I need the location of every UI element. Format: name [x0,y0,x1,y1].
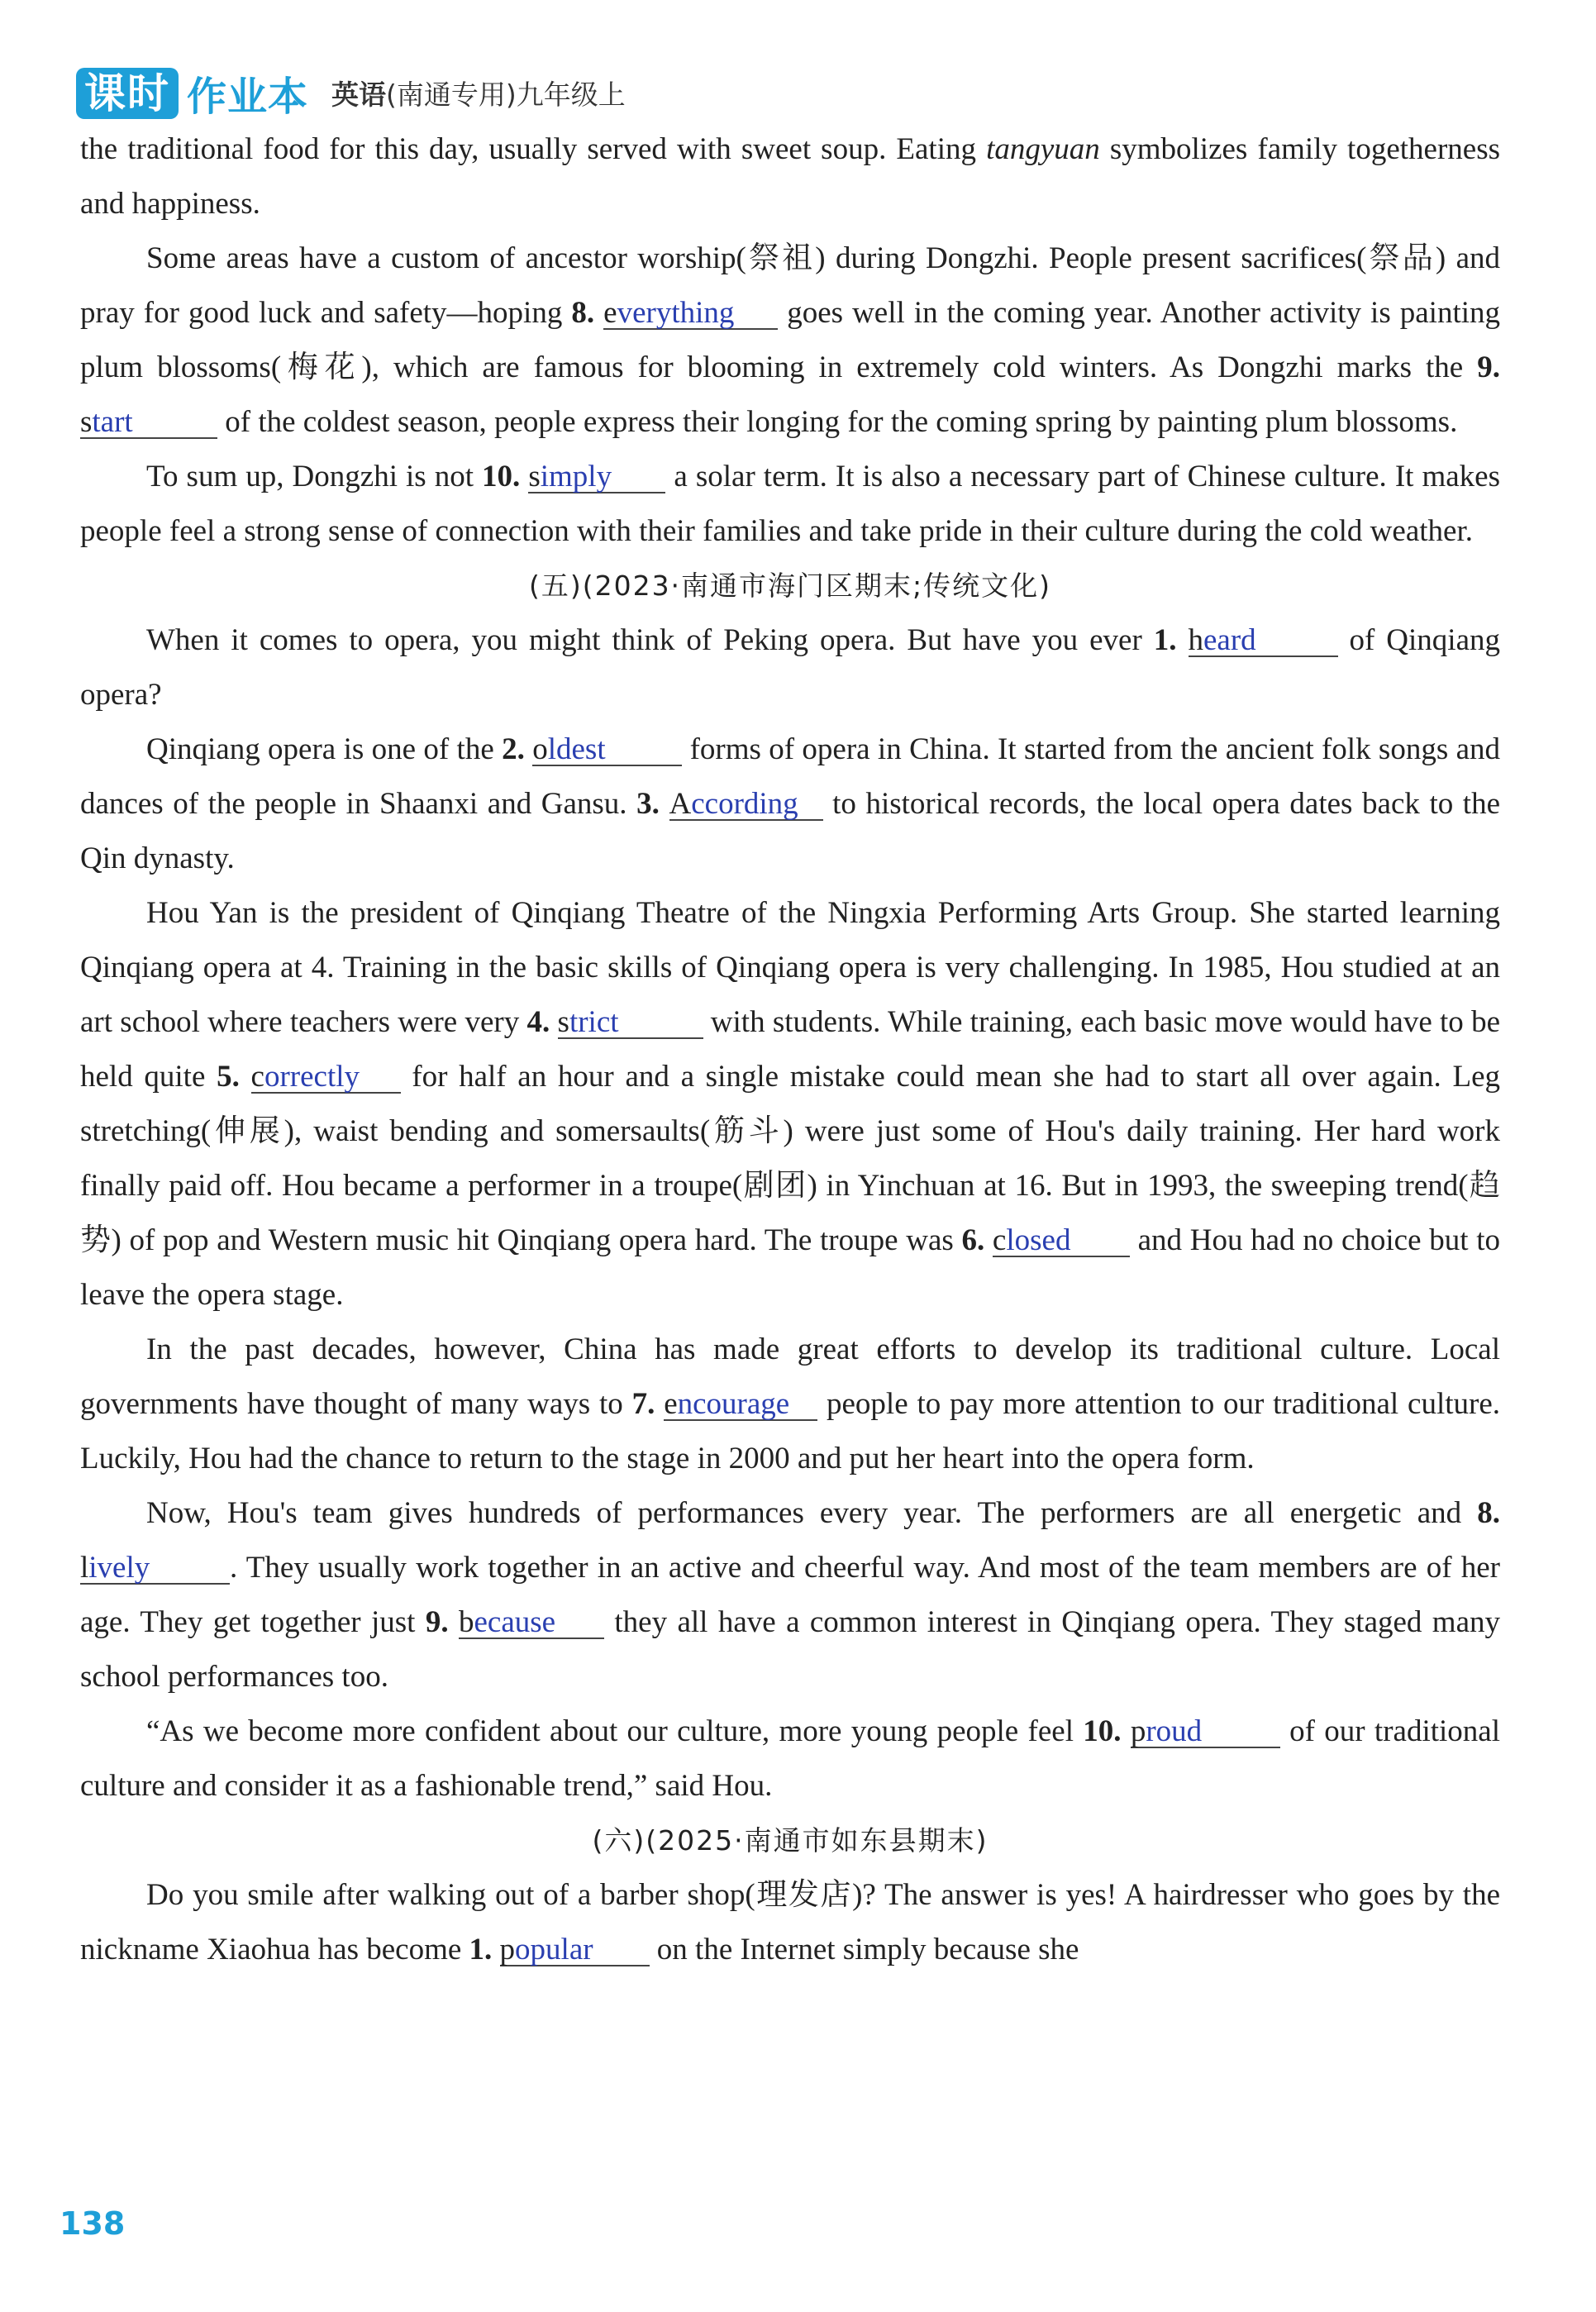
subject-name: 英语 [331,79,387,111]
answer-text: ively [88,1551,150,1585]
answer-text: verything [617,296,735,330]
answer-blank[interactable] [603,298,778,330]
answer-blank[interactable] [992,1223,1130,1257]
answer-blank[interactable] [664,1387,817,1421]
paragraph [80,613,1500,722]
text: people to pay more attention to our traditional culture. Luckily, Hou had the chance to return to the stage in 2000 and put her heart into the opera form. [80,1387,1501,1475]
answer-text: ecause [474,1605,556,1639]
question-number: 1. [469,1933,493,1966]
section-heading: (五)(2023·南通市海门区期末;传统文化) [528,570,1052,602]
paragraph [80,722,1500,886]
text: To sum up, Dongzhi is not [146,460,483,493]
answer-text: ldest [547,732,606,766]
question-number: 8. [571,296,595,330]
answer-blank[interactable] [669,789,823,821]
page-content [80,122,1500,1977]
given-letter: A [669,787,692,821]
given-letter: c [250,1060,264,1094]
text: . They usually work together in an active and cheerful way. And most of the team members are of her age. They get together just [80,1551,1500,1639]
text: Qinqiang opera is one of the [146,732,503,766]
answer-text: eard [1203,623,1256,657]
text: Do you smile after walking out of a barber shop(理发店)? The answer is yes! A hairdresser who goes by the nickname Xiaohua has become [80,1878,1500,1966]
subject-label [331,74,626,112]
book-logo [76,64,308,122]
answer-blank[interactable] [500,1935,650,1966]
given-letter: s [80,405,93,439]
text: Hou Yan is the president of Qinqiang Theatre of the Ningxia Performing Arts Group. She started learning Qinqiang opera at 4. Training in the basic skills of Qinqiang opera is very challenging. In 1985, Hou studied at an art school where teachers were very [80,896,1500,1039]
text: Now, Hou's team gives hundreds of performances every year. The performers are all energetic and [146,1496,1478,1530]
text: symbolizes family togetherness and happiness. [80,132,1500,221]
answer-text: ncourage [677,1387,790,1421]
text: forms of opera in China. It started from the ancient folk songs and dances of the people in Shaanxi and Gansu. [80,732,1501,821]
page-number: 138 [60,2205,126,2242]
answer-text: imply [540,460,612,493]
text: and Hou had no choice but to leave the opera stage. [80,1223,1500,1312]
paragraph [80,1486,1500,1704]
edition-label: (南通专用) [386,79,517,111]
text: of Qinqiang opera? [80,623,1500,712]
answer-text: losed [1006,1223,1071,1257]
question-number: 4. [526,1005,550,1039]
answer-text: tart [92,405,133,439]
question-number: 9. [425,1605,449,1639]
given-letter: l [80,1551,89,1585]
section-heading: (六)(2025·南通市如东县期末) [592,1824,989,1857]
paragraph [80,1704,1500,1814]
text: of our traditional culture and consider it as a fashionable trend,” said Hou. [80,1714,1500,1803]
text: the traditional food for this day, usually served with sweet soup. Eating [80,132,987,166]
text: goes well in the coming year. Another activity is painting plum blossoms(梅花), which are famous for blooming in extremely cold winters. As Dongzhi marks the [80,296,1501,384]
text: they all have a common interest in Qinqiang opera. They staged many school performances too. [80,1605,1501,1694]
book-title: 作业本 [187,74,309,120]
answer-blank[interactable] [458,1605,604,1639]
given-letter: o [532,732,548,766]
answer-blank[interactable] [251,1062,401,1094]
given-letter: h [1188,623,1203,657]
answer-blank[interactable] [528,462,665,493]
answer-text: opular [515,1933,593,1966]
text: with students. While training, each basic move would have to be held quite [80,1005,1500,1094]
grade-label: 九年级上 [516,79,626,111]
text: Some areas have a custom of ancestor worship(祭祖) during Dongzhi. People present sacrifices(祭品) and pray for good luck and safety—hoping [80,241,1500,330]
question-number: 2. [502,732,525,766]
question-number: 1. [1153,623,1177,657]
paragraph [80,1323,1500,1486]
answer-blank[interactable] [80,405,217,439]
given-letter: c [992,1223,1007,1257]
answer-blank[interactable] [557,1005,703,1039]
given-letter: b [458,1605,474,1639]
given-letter: p [1130,1714,1146,1748]
question-number: 5. [217,1060,240,1094]
text: When it comes to opera, you might think of Peking opera. But have you ever [146,623,1154,657]
question-number: 3. [636,787,660,821]
question-number: 10. [1083,1714,1122,1748]
given-letter: e [664,1387,678,1421]
given-letter: s [528,460,541,493]
text: for half an hour and a single mistake could mean she had to start all over again. Leg stretching(伸展), waist bending and somersaults(筋斗) were just some of Hou's daily training. Her hard work finally paid off. Hou became a performer in a troupe(剧团) in Yinchuan at 16. But in 1993, the sweeping trend(趋势) of pop and Western music hit Qinqiang opera hard. The troupe was [80,1060,1501,1257]
answer-text: trict [569,1005,619,1039]
given-letter: s [557,1005,569,1039]
given-letter: p [499,1933,516,1966]
answer-blank[interactable] [1130,1714,1280,1748]
text: “As we become more confident about our culture, more young people feel [146,1714,1084,1748]
paragraph [80,231,1500,450]
paragraph [80,1868,1500,1977]
answer-text: ccording [691,787,798,821]
answer-text: roud [1146,1714,1203,1748]
paragraph [80,450,1500,559]
paragraph [80,886,1500,1323]
answer-blank[interactable] [1188,623,1338,657]
logo-mark: 课时 [76,68,179,119]
text: a solar term. It is also a necessary part of Chinese culture. It makes people feel a strong sense of connection with their families and take pride in their culture during the cold weather. [80,460,1501,548]
paragraph [80,122,1500,231]
text: of the coldest season, people express their longing for the coming spring by painting plum blossoms. [217,405,1458,439]
text: to historical records, the local opera dates back to the Qin dynasty. [80,787,1501,875]
page-header [76,64,626,122]
answer-text: orrectly [264,1060,360,1094]
text: In the past decades, however, China has made great efforts to develop its traditional culture. Local governments have thought of many ways to [80,1332,1500,1421]
question-number: 6. [961,1223,985,1257]
answer-blank[interactable] [80,1553,230,1585]
given-letter: e [603,296,617,330]
answer-blank[interactable] [532,732,682,766]
question-number: 7. [631,1387,655,1421]
question-number: 8. [1477,1496,1500,1530]
question-number: 9. [1477,350,1500,384]
italic-text: tangyuan [986,132,1100,166]
question-number: 10. [482,460,521,493]
text: on the Internet simply because she [649,1933,1079,1966]
